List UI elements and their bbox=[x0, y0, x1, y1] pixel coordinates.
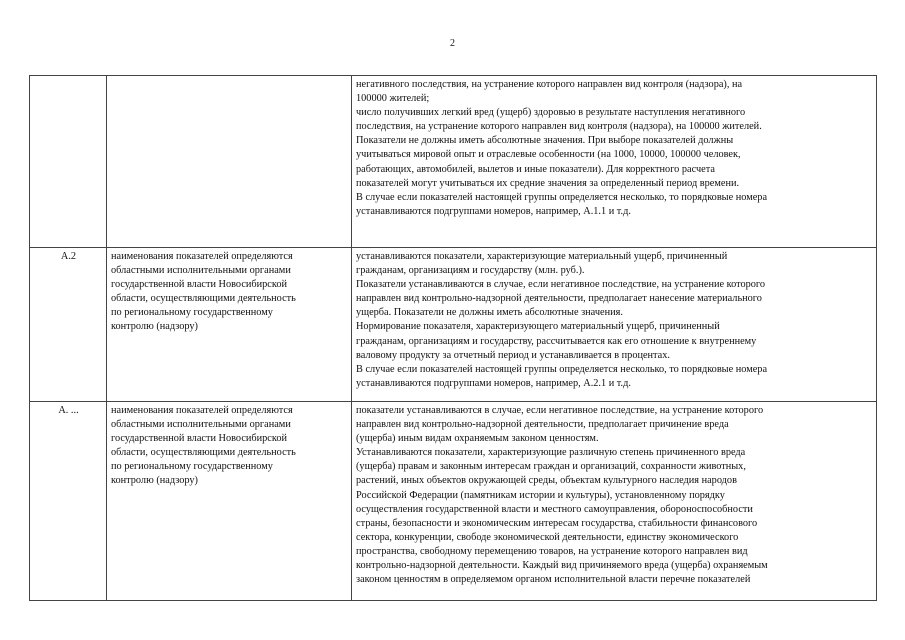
description-line: направлен вид контрольно-надзорной деятельности, предполагает причинение вреда bbox=[356, 419, 729, 431]
description-line: гражданам, организациям и государству (млн. руб.). bbox=[356, 265, 585, 277]
description-line: учитываться мировой опыт и отраслевые особенности (на 1000, 10000, 100000 человек, bbox=[356, 149, 741, 161]
description-line: (ущерба) иным видам охраняемым законом ценностям. bbox=[356, 433, 599, 445]
description-line: Устанавливаются показатели, характеризующие различную степень причиненного вреда bbox=[356, 447, 746, 459]
description-line: сектора, конкуренции, свободе экономической деятельности, единству экономического bbox=[356, 531, 739, 543]
indicator-description-cell bbox=[352, 402, 877, 601]
indicator-description-cell bbox=[352, 248, 877, 402]
table-row bbox=[30, 76, 877, 248]
description-line: законом ценностям в определяемом органом исполнительной власти перечне показателей bbox=[356, 574, 751, 586]
indicator-name-line: контролю (надзору) bbox=[111, 321, 198, 333]
row-code-cell bbox=[30, 76, 107, 248]
description-line: В случае если показателей настоящей группы определяется несколько, то порядковые номера bbox=[356, 363, 768, 375]
table-row bbox=[30, 248, 877, 402]
indicator-name-line: области, осуществляющими деятельность bbox=[111, 293, 296, 305]
row-code-cell bbox=[30, 248, 107, 402]
row-code-cell bbox=[30, 402, 107, 601]
description-line: растений, иных объектов окружающей среды, объектам культурного наследия народов bbox=[356, 475, 737, 487]
description-line: гражданам, организациям и государству, рассчитывается как его отношение к внутреннему bbox=[356, 335, 757, 347]
description-line: последствия, на устранение которого направлен вид контроля (надзора), на 100000 жителей. bbox=[356, 121, 762, 133]
description-line: валовому продукту за отчетный период и устанавливается в процентах. bbox=[356, 349, 670, 361]
indicator-name-line: по региональному государственному bbox=[111, 307, 273, 319]
indicator-name-cell bbox=[107, 248, 352, 402]
description-line: число получивших легкий вред (ущерб) здоровью в результате наступления негативного bbox=[356, 107, 746, 119]
table-body bbox=[30, 76, 877, 601]
row-code: А.2 bbox=[60, 251, 77, 262]
description-line: пространства, свободному перемещению товаров, на устранение которого направлен вид bbox=[356, 545, 748, 557]
indicator-name-cell bbox=[107, 402, 352, 601]
description-line: Показатели не должны иметь абсолютные значения. При выборе показателей должны bbox=[356, 135, 734, 147]
description-line: направлен вид контрольно-надзорной деятельности, предполагает нанесение материального bbox=[356, 293, 762, 305]
description-line: устанавливаются показатели, характеризующие материальный ущерб, причиненный bbox=[356, 251, 728, 262]
indicator-name-line: государственной власти Новосибирской bbox=[111, 433, 288, 445]
description-line: Российской Федерации (памятникам истории и культуры), установленному порядку bbox=[356, 489, 725, 501]
indicator-name-line: государственной власти Новосибирской bbox=[111, 279, 288, 291]
description-line: устанавливаются подгруппами номеров, например, А.1.1 и т.д. bbox=[356, 205, 631, 217]
description-line: Нормирование показателя, характеризующего материальный ущерб, причиненный bbox=[356, 321, 720, 333]
description-line: В случае если показателей настоящей группы определяется несколько, то порядковые номера bbox=[356, 191, 768, 203]
indicator-name-cell bbox=[107, 76, 352, 248]
description-line: устанавливаются подгруппами номеров, например, А.2.1 и т.д. bbox=[356, 377, 631, 389]
indicator-name-line: контролю (надзору) bbox=[111, 475, 198, 487]
description-line: страны, безопасности и экономическим интересам государства, стабильности финансового bbox=[356, 517, 758, 529]
indicator-name-line: областными исполнительными органами bbox=[111, 265, 291, 277]
description-line: 100000 жителей; bbox=[356, 93, 430, 105]
page-number: 2 bbox=[450, 38, 455, 49]
description-line: показатели устанавливаются в случае, если негативное последствие, на устранение которого bbox=[356, 405, 764, 416]
description-line: Показатели устанавливаются в случае, если негативное последствие, на устранение которого bbox=[356, 279, 766, 291]
indicator-name-line: областными исполнительными органами bbox=[111, 419, 291, 431]
indicator-name-line: наименования показателей определяются bbox=[111, 405, 293, 416]
table-row bbox=[30, 402, 877, 601]
description-line: негативного последствия, на устранение которого направлен вид контроля (надзора), на bbox=[356, 79, 743, 90]
indicator-name-line: по региональному государственному bbox=[111, 461, 273, 473]
description-line: (ущерба) правам и законным интересам граждан и организаций, сохранности животных, bbox=[356, 461, 746, 473]
indicators-table bbox=[29, 75, 877, 601]
description-line: осуществления государственной власти и местного самоуправления, обороноспособности bbox=[356, 503, 753, 515]
indicator-description-cell bbox=[352, 76, 877, 248]
description-line: контрольно-надзорной деятельности. Каждый вид причиняемого вреда (ущерба) охраняемым bbox=[356, 560, 768, 572]
description-line: ущерба. Показатели не должны иметь абсолютные значения. bbox=[356, 307, 623, 319]
description-line: показателей могут учитываться их средние значения за определенный период времени. bbox=[356, 177, 740, 189]
indicator-name-line: области, осуществляющими деятельность bbox=[111, 447, 296, 459]
indicator-name-line: наименования показателей определяются bbox=[111, 251, 293, 262]
description-line: работающих, автомобилей, вылетов и иные показатели). Для корректного расчета bbox=[356, 163, 715, 175]
row-code: А. ... bbox=[58, 405, 79, 416]
